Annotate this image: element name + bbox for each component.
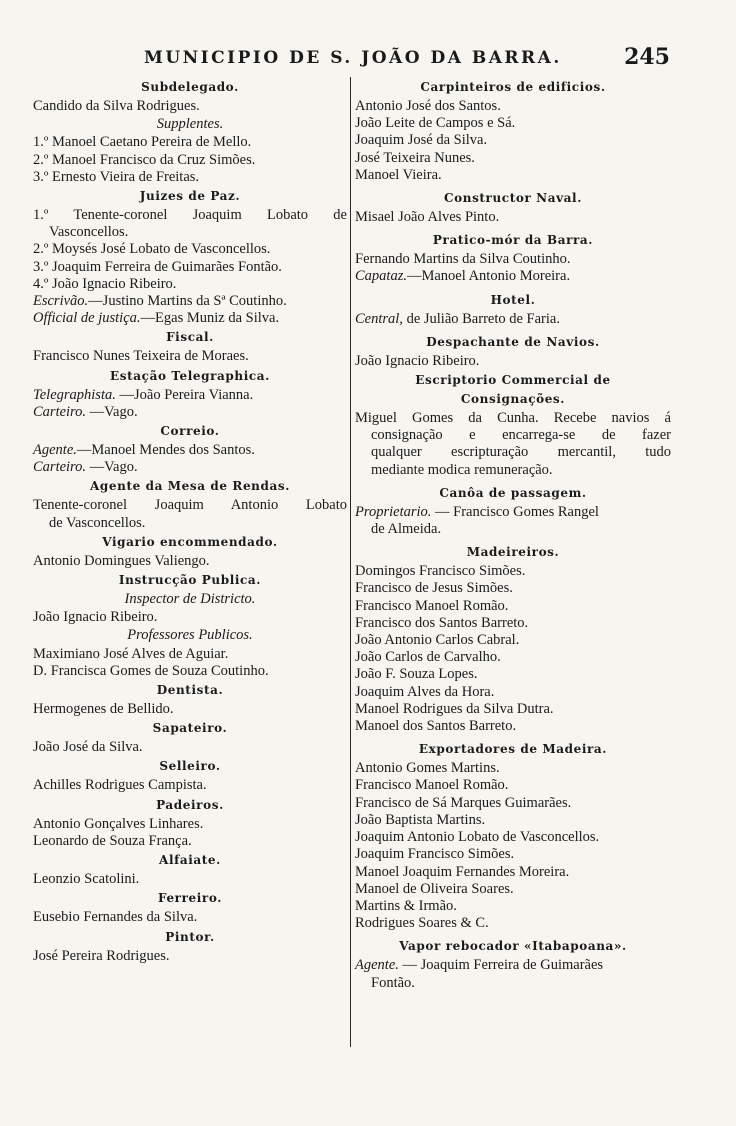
- section-heading-fiscal: Fiscal.: [166, 330, 214, 345]
- subheading-supplentes: Supplentes.: [156, 116, 224, 133]
- value-telegraphista: —João Pereira Vianna.: [115, 386, 254, 403]
- entry-madeireiro: João Antonio Carlos Cabral.: [355, 632, 520, 649]
- value-escrivao: —Justino Martins da Sª Coutinho.: [88, 293, 287, 310]
- label-carteiro: Carteiro.: [33, 403, 87, 420]
- entry-proprietario-cont: de Almeida.: [371, 521, 442, 538]
- entry-exportador: Francisco Manoel Romão.: [355, 777, 509, 794]
- entry-escrivao: [33, 293, 347, 310]
- section-heading-hotel: Hotel.: [490, 292, 536, 307]
- section-heading-ferreiro: Ferreiro.: [157, 891, 223, 906]
- section-heading-madeireiros: Madeireiros.: [466, 545, 560, 560]
- entry-madeireiro: Manoel Rodrigues da Silva Dutra.: [355, 700, 554, 717]
- entry-padeiro: Antonio Gonçalves Linhares.: [33, 815, 204, 832]
- section-heading-canoa: Canôa de passagem.: [439, 485, 587, 500]
- entry-agente-correio: [33, 442, 347, 459]
- label-escrivao: Escrivão.: [33, 293, 89, 310]
- entry-escriptorio-cont: mediante modica remuneração.: [371, 461, 553, 478]
- entry-carpinteiro: Antonio José dos Santos.: [355, 98, 501, 114]
- entry-vapor-agente: [355, 957, 671, 974]
- entry-subdelegado: Candido da Silva Rodrigues.: [33, 98, 200, 114]
- entry-exportador: João Baptista Martins.: [355, 811, 486, 828]
- section-heading-mesa-rendas: Agente da Mesa de Rendas.: [89, 479, 291, 494]
- entry-exportador: Manoel Joaquim Fernandes Moreira.: [355, 863, 570, 880]
- entry-dentista: Hermogenes de Bellido.: [33, 701, 174, 718]
- entry-pintor: José Pereira Rodrigues.: [33, 947, 170, 964]
- section-heading-estacao: Estação Telegraphica.: [110, 368, 270, 383]
- label-proprietario: Proprietario.: [355, 503, 432, 520]
- value-capataz: —Manoel Antonio Moreira.: [406, 268, 571, 285]
- page-number: 245: [624, 44, 670, 70]
- entry-exportador: Francisco de Sá Marques Guimarães.: [355, 794, 572, 811]
- entry-madeireiro: Francisco de Jesus Simões.: [355, 580, 513, 597]
- subheading-professores: Professores Publicos.: [127, 627, 253, 644]
- entry-telegraphista: [33, 387, 347, 404]
- entry-padeiro: Leonardo de Souza França.: [33, 832, 192, 849]
- section-heading-correio: Correio.: [160, 424, 220, 439]
- section-heading-vapor: Vapor rebocador «Itabapoana».: [399, 939, 627, 954]
- value-proprietario: — Francisco Gomes Rangel: [431, 503, 599, 520]
- label-agente: Agente.: [33, 442, 77, 459]
- entry-madeireiro: Joaquim Alves da Hora.: [355, 683, 495, 700]
- section-heading-constructor: Constructor Naval.: [443, 191, 582, 206]
- section-heading-vigario: Vigario encommendado.: [102, 534, 278, 549]
- entry-pratico: Fernando Martins da Silva Coutinho.: [355, 251, 571, 268]
- section-heading-escriptorio: Escriptorio Commercial de: [415, 373, 611, 388]
- column-divider: [350, 77, 351, 1047]
- value-carteiro: —Vago.: [86, 459, 138, 476]
- entry-selleiro: Achilles Rodrigues Campista.: [33, 777, 207, 794]
- entry-supplente: 3.º Ernesto Vieira de Freitas.: [33, 168, 200, 185]
- entry-juiz-2: 2.º Moysés José Lobato de Vasconcellos.: [33, 241, 271, 258]
- entry-exportador: Joaquim Antonio Lobato de Vasconcellos.: [355, 829, 600, 846]
- entry-carteiro-correio: [33, 459, 347, 476]
- subheading-inspector: Inspector de Districto.: [124, 591, 256, 608]
- section-heading-subdelegado: Subdelegado.: [141, 80, 239, 94]
- entry-professor: Maximiano José Alves de Aguiar.: [33, 645, 229, 662]
- page-title: MUNICIPIO DE S. JOÃO DA BARRA.: [144, 48, 562, 68]
- section-heading-despachante: Despachante de Navios.: [426, 334, 600, 349]
- entry-vigario: Antonio Domingues Valiengo.: [33, 552, 210, 569]
- entry-hotel: [355, 311, 671, 328]
- entry-carpinteiro: Joaquim José da Silva.: [355, 132, 488, 149]
- section-heading-pratico: Pratico-mór da Barra.: [432, 233, 594, 248]
- entry-mesa-rendas-cont: de Vasconcellos.: [49, 514, 146, 531]
- entry-exportador: Antonio Gomes Martins.: [355, 760, 500, 777]
- section-heading-exportadores: Exportadores de Madeira.: [418, 742, 608, 757]
- entry-escriptorio: Miguel Gomes da Cunha. Recebe navios á: [355, 410, 671, 427]
- right-column: [355, 77, 671, 992]
- entry-exportador: Rodrigues Soares & C.: [355, 915, 489, 932]
- entry-vapor-agente-cont: Fontão.: [371, 974, 415, 991]
- left-column: [33, 77, 347, 965]
- entry-carteiro-telegrapho: [33, 404, 347, 421]
- entry-exportador: Martins & Irmão.: [355, 897, 457, 914]
- entry-official: [33, 310, 347, 327]
- entry-professor: D. Francisca Gomes de Souza Coutinho.: [33, 662, 269, 679]
- entry-supplente: 1.º Manoel Caetano Pereira de Mello.: [33, 134, 252, 151]
- section-heading-instruccao: Instrucção Publica.: [118, 573, 262, 588]
- entry-juiz-3: 3.º Joaquim Ferreira de Guimarães Fontão.: [33, 258, 282, 275]
- entry-alfaiate: Leonzio Scatolini.: [33, 871, 140, 888]
- entry-juiz-1-cont: Vasconcellos.: [49, 224, 129, 241]
- entry-constructor: Misael João Alves Pinto.: [355, 209, 500, 226]
- page-header: [34, 44, 670, 74]
- entry-sapateiro: João José da Silva.: [33, 739, 143, 756]
- value-agente: —Manoel Mendes dos Santos.: [76, 442, 255, 459]
- entry-juiz-4: 4.º João Ignacio Ribeiro.: [33, 275, 177, 292]
- entry-madeireiro: Manoel dos Santos Barreto.: [355, 718, 517, 735]
- entry-inspector: João Ignacio Ribeiro.: [33, 609, 158, 626]
- section-heading-carpinteiros: Carpinteiros de edificios.: [420, 80, 606, 94]
- section-heading-dentista: Dentista.: [156, 683, 224, 698]
- label-telegraphista: Telegraphista.: [33, 386, 116, 403]
- value-official: —Egas Muniz da Silva.: [140, 310, 280, 327]
- entry-madeireiro: Domingos Francisco Simões.: [355, 563, 526, 580]
- entry-exportador: Manoel de Oliveira Soares.: [355, 880, 514, 897]
- section-heading-selleiro: Selleiro.: [159, 759, 221, 774]
- entry-madeireiro: Francisco Manoel Romão.: [355, 597, 509, 614]
- section-heading-sapateiro: Sapateiro.: [152, 721, 228, 736]
- entry-juiz-1: 1.º Tenente-coronel Joaquim Lobato de: [33, 207, 347, 224]
- label-carteiro: Carteiro.: [33, 459, 87, 476]
- entry-fiscal: Francisco Nunes Teixeira de Moraes.: [33, 348, 249, 365]
- label-central: Central,: [355, 310, 403, 327]
- entry-madeireiro: Francisco dos Santos Barreto.: [355, 614, 529, 631]
- entry-carpinteiro: José Teixeira Nunes.: [355, 149, 475, 166]
- label-capataz: Capataz.: [355, 268, 407, 285]
- entry-madeireiro: João F. Souza Lopes.: [355, 666, 478, 683]
- entry-madeireiro: João Carlos de Carvalho.: [355, 649, 501, 666]
- entry-ferreiro: Eusebio Fernandes da Silva.: [33, 909, 198, 926]
- value-central: de Julião Barreto de Faria.: [402, 310, 560, 327]
- entry-carpinteiro: João Leite de Campos e Sá.: [355, 115, 516, 132]
- value-agente: — Joaquim Ferreira de Guimarães: [398, 957, 604, 974]
- entry-escriptorio-cont: qualquer escripturação mercantil, tudo: [371, 444, 671, 461]
- section-heading-escriptorio-cont: Consignações.: [460, 392, 566, 407]
- entry-carpinteiro: Manoel Vieira.: [355, 166, 442, 183]
- section-heading-pintor: Pintor.: [165, 929, 215, 944]
- entry-despachante: João Ignacio Ribeiro.: [355, 352, 480, 369]
- entry-capataz: [355, 268, 671, 285]
- entry-escriptorio-cont: consignação e encarrega-se de fazer: [371, 427, 671, 444]
- entry-exportador: Joaquim Francisco Simões.: [355, 846, 515, 863]
- section-heading-juizes: Juizes de Paz.: [139, 189, 241, 204]
- entry-proprietario: [355, 504, 671, 521]
- entry-mesa-rendas: Tenente-coronel Joaquim Antonio Lobato: [33, 497, 347, 514]
- label-agente: Agente.: [355, 957, 399, 974]
- section-heading-alfaiate: Alfaiate.: [159, 853, 221, 868]
- label-official: Official de justiça.: [33, 310, 141, 327]
- entry-supplente: 2.º Manoel Francisco da Cruz Simões.: [33, 151, 256, 168]
- section-heading-padeiros: Padeiros.: [156, 797, 224, 812]
- value-carteiro: —Vago.: [86, 403, 138, 420]
